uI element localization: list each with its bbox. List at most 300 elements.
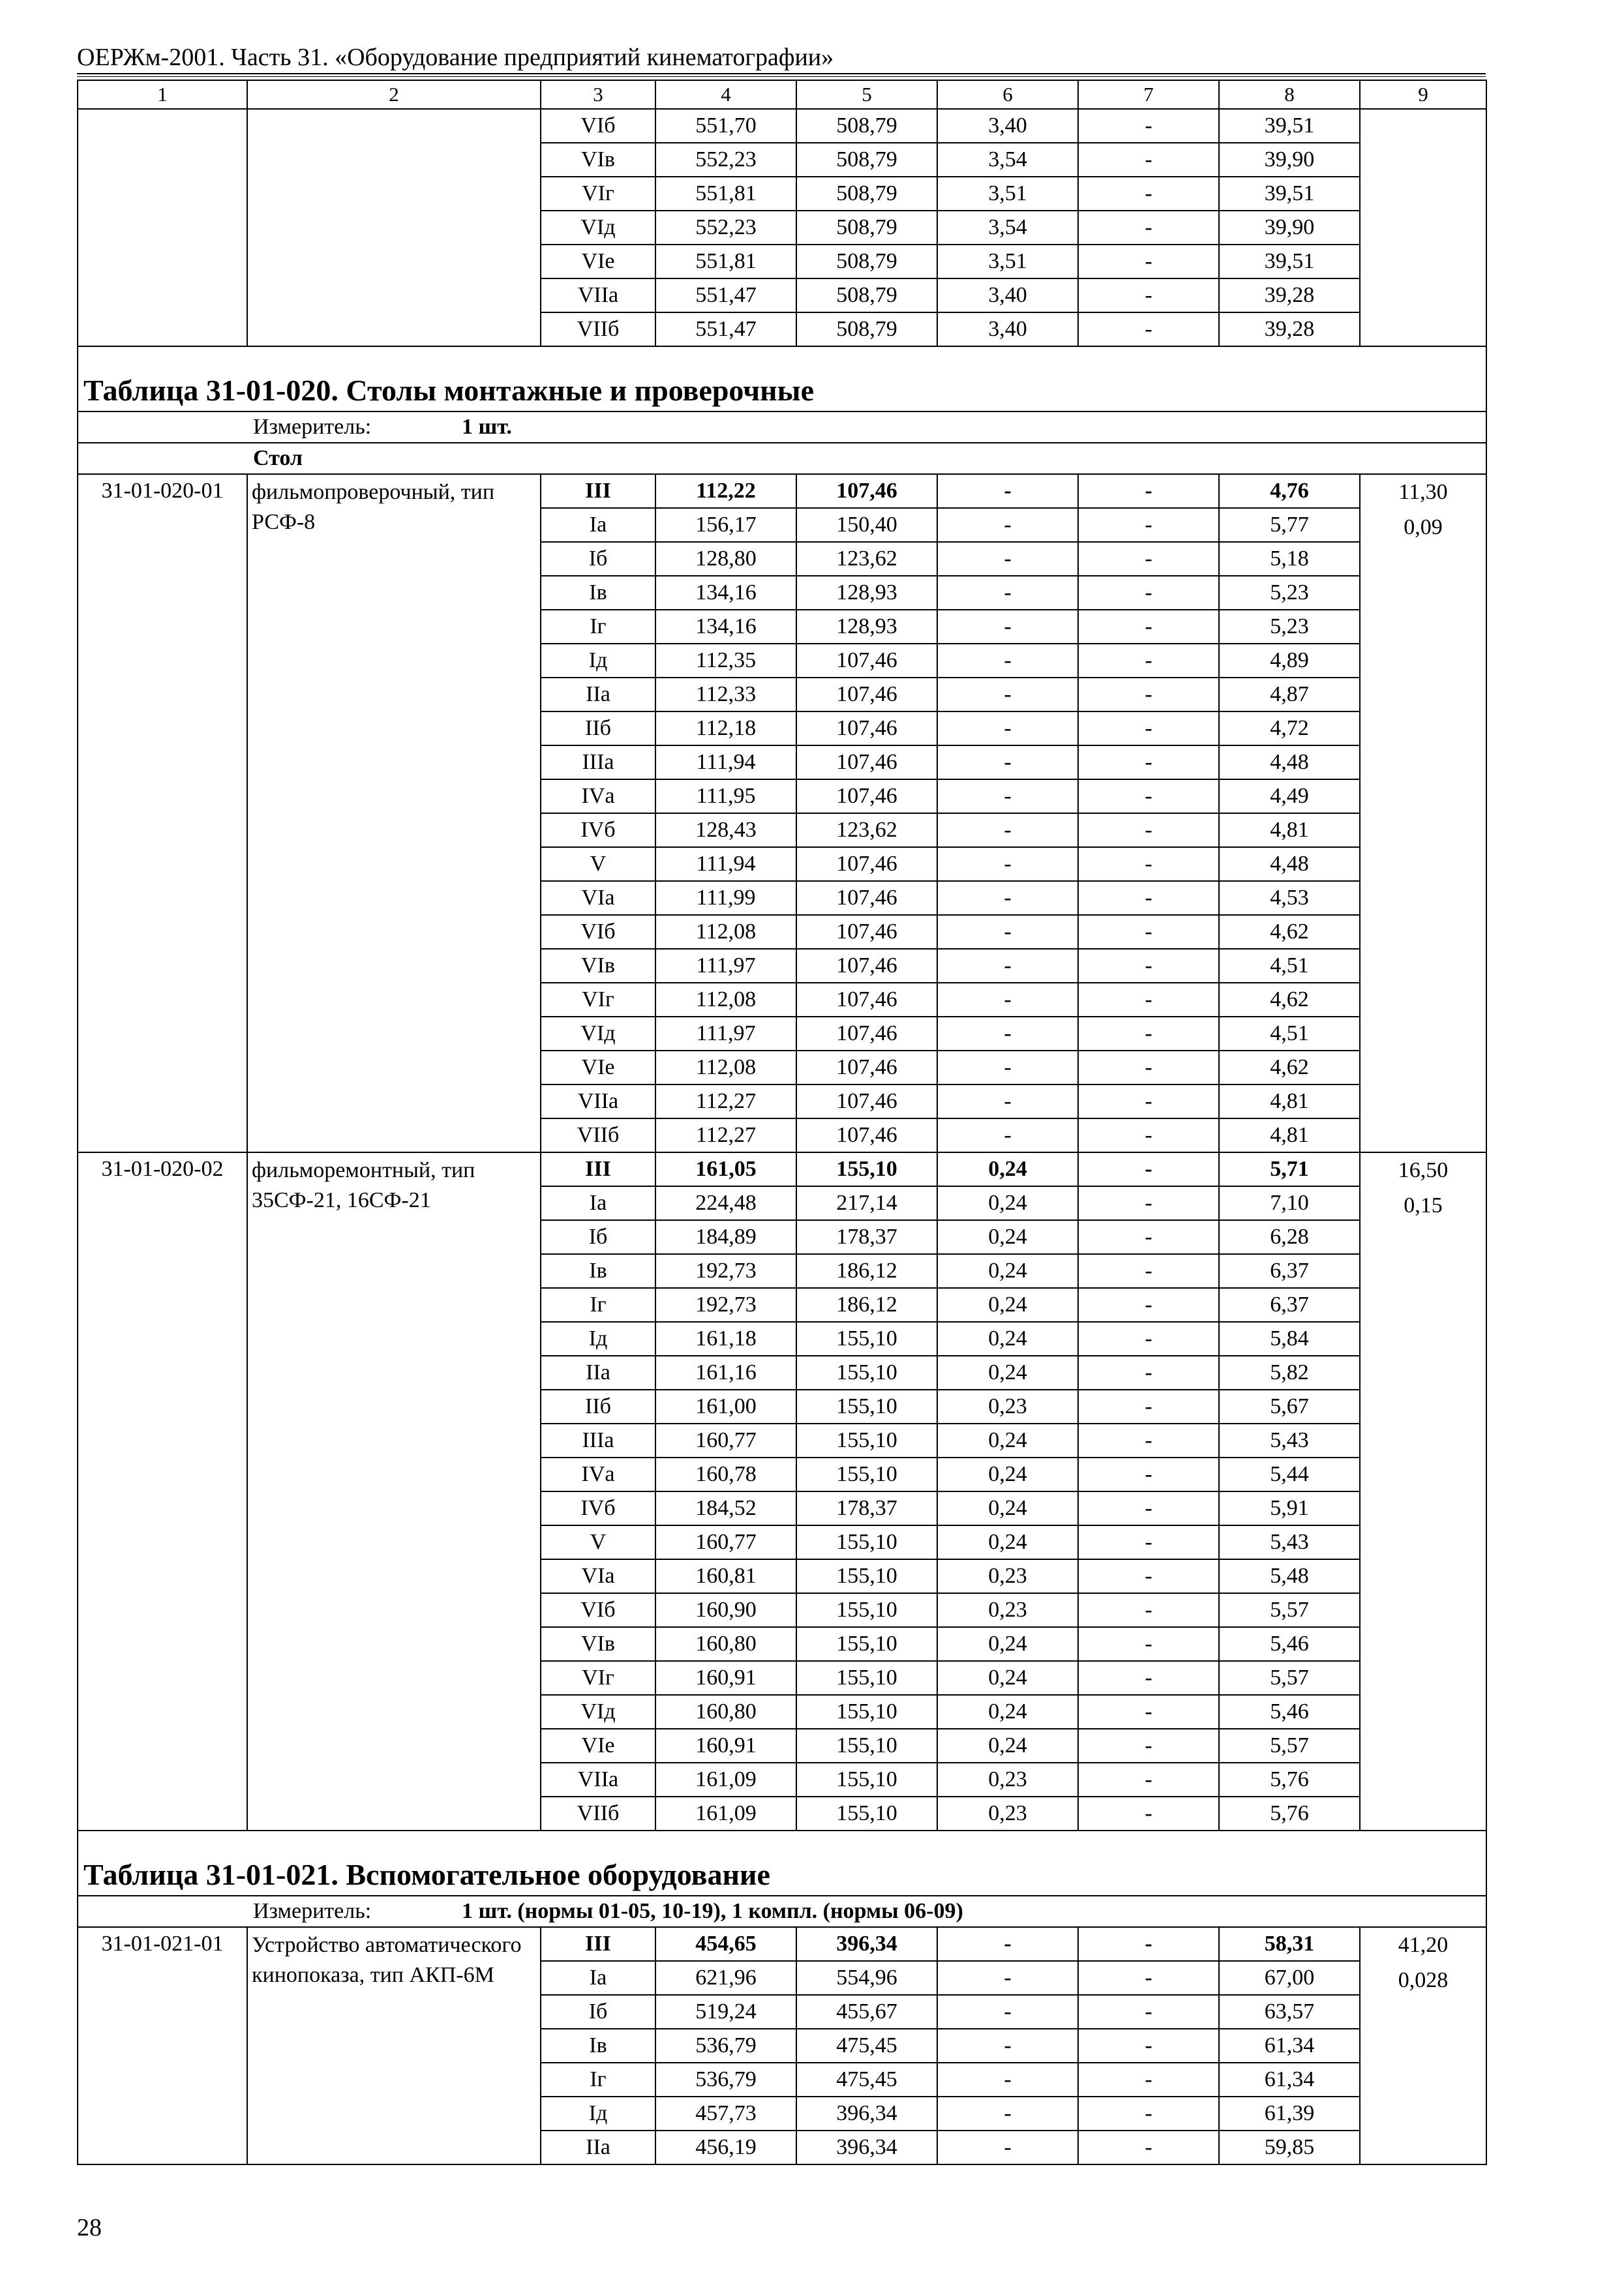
value-cell: 0,24: [937, 1491, 1078, 1525]
value-cell: 3,51: [937, 177, 1078, 211]
value-cell: 160,81: [655, 1559, 796, 1593]
value-cell: 59,85: [1219, 2131, 1360, 2164]
col9-cell: [1360, 109, 1486, 346]
value-cell: VIг: [541, 983, 655, 1017]
value-cell: 4,53: [1219, 881, 1360, 915]
value-cell: IIа: [541, 1356, 655, 1390]
value-cell: 508,79: [796, 312, 937, 346]
value-cell: 61,34: [1219, 2063, 1360, 2097]
value-cell: 123,62: [796, 542, 937, 576]
value-cell: 128,93: [796, 576, 937, 610]
value-cell: 0,24: [937, 1525, 1078, 1559]
value-cell: 161,09: [655, 1797, 796, 1831]
value-cell: -: [1078, 1995, 1219, 2029]
value-cell: Iб: [541, 1220, 655, 1254]
value-cell: -: [937, 644, 1078, 678]
value-cell: -: [937, 1995, 1078, 2029]
value-cell: 107,46: [796, 847, 937, 881]
value-cell: 111,95: [655, 779, 796, 813]
value-cell: 134,16: [655, 610, 796, 644]
value-cell: IIIа: [541, 1424, 655, 1458]
value-cell: III: [541, 1927, 655, 1961]
value-cell: 508,79: [796, 109, 937, 143]
value-cell: 4,81: [1219, 1118, 1360, 1152]
value-cell: 4,51: [1219, 1017, 1360, 1051]
value-cell: -: [1078, 1288, 1219, 1322]
value-cell: -: [1078, 508, 1219, 542]
value-cell: Iг: [541, 1288, 655, 1322]
col9-value: 0,09: [1404, 515, 1443, 539]
value-cell: -: [937, 881, 1078, 915]
value-cell: -: [1078, 2029, 1219, 2063]
col9-value: 41,20: [1398, 1933, 1449, 1957]
value-cell: 160,91: [655, 1661, 796, 1695]
value-cell: 155,10: [796, 1390, 937, 1424]
value-cell: 4,72: [1219, 711, 1360, 745]
value-cell: Iа: [541, 508, 655, 542]
value-cell: 107,46: [796, 711, 937, 745]
value-cell: 155,10: [796, 1797, 937, 1831]
value-cell: 160,80: [655, 1627, 796, 1661]
value-cell: 63,57: [1219, 1995, 1360, 2029]
value-cell: 160,77: [655, 1525, 796, 1559]
value-cell: 128,80: [655, 542, 796, 576]
value-cell: -: [1078, 542, 1219, 576]
value-cell: 111,94: [655, 745, 796, 779]
value-cell: -: [1078, 1152, 1219, 1186]
value-cell: Iг: [541, 610, 655, 644]
column-number: 6: [937, 80, 1078, 109]
value-cell: 155,10: [796, 1152, 937, 1186]
value-cell: 0,23: [937, 1763, 1078, 1797]
value-cell: 4,51: [1219, 949, 1360, 983]
value-cell: 6,37: [1219, 1254, 1360, 1288]
value-cell: -: [1078, 245, 1219, 278]
value-cell: 160,77: [655, 1424, 796, 1458]
value-cell: 454,65: [655, 1927, 796, 1961]
value-cell: III: [541, 1152, 655, 1186]
value-cell: 107,46: [796, 745, 937, 779]
value-cell: -: [1078, 644, 1219, 678]
column-number: 3: [541, 80, 655, 109]
value-cell: 0,24: [937, 1254, 1078, 1288]
value-cell: -: [937, 1085, 1078, 1118]
value-cell: 455,67: [796, 1995, 937, 2029]
col9-value: 16,50: [1398, 1158, 1449, 1182]
value-cell: -: [1078, 2097, 1219, 2131]
value-cell: 5,46: [1219, 1627, 1360, 1661]
value-cell: 112,08: [655, 983, 796, 1017]
value-cell: VIIа: [541, 1763, 655, 1797]
value-cell: 107,46: [796, 1085, 937, 1118]
value-cell: VIб: [541, 915, 655, 949]
value-cell: 0,24: [937, 1661, 1078, 1695]
value-cell: 155,10: [796, 1559, 937, 1593]
value-cell: 508,79: [796, 245, 937, 278]
value-cell: 107,46: [796, 678, 937, 711]
value-cell: 5,67: [1219, 1390, 1360, 1424]
value-cell: -: [937, 711, 1078, 745]
value-cell: -: [1078, 881, 1219, 915]
value-cell: 161,16: [655, 1356, 796, 1390]
value-cell: 3,54: [937, 143, 1078, 177]
value-cell: 160,90: [655, 1593, 796, 1627]
value-cell: 111,97: [655, 949, 796, 983]
column-number: 8: [1219, 80, 1360, 109]
value-cell: Iд: [541, 1322, 655, 1356]
value-cell: 39,90: [1219, 143, 1360, 177]
name-cell: [247, 109, 541, 346]
value-cell: VIб: [541, 1593, 655, 1627]
unit-value: 1 шт. (нормы 01-05, 10-19), 1 компл. (нормы 06-09): [462, 1899, 963, 1923]
value-cell: 39,51: [1219, 245, 1360, 278]
value-cell: 551,70: [655, 109, 796, 143]
value-cell: 5,71: [1219, 1152, 1360, 1186]
value-cell: -: [1078, 847, 1219, 881]
value-cell: 0,24: [937, 1458, 1078, 1491]
value-cell: IIа: [541, 2131, 655, 2164]
value-cell: 3,40: [937, 109, 1078, 143]
value-cell: -: [937, 678, 1078, 711]
value-cell: -: [1078, 1390, 1219, 1424]
value-cell: VIд: [541, 1695, 655, 1729]
col9-cell: [1360, 1152, 1486, 1831]
value-cell: -: [937, 1927, 1078, 1961]
value-cell: 107,46: [796, 779, 937, 813]
value-cell: -: [1078, 2063, 1219, 2097]
value-cell: 61,34: [1219, 2029, 1360, 2063]
column-number-row: [78, 80, 1486, 109]
value-cell: 112,33: [655, 678, 796, 711]
value-cell: -: [1078, 983, 1219, 1017]
value-cell: 5,48: [1219, 1559, 1360, 1593]
value-cell: 155,10: [796, 1458, 937, 1491]
value-cell: -: [1078, 1559, 1219, 1593]
value-cell: -: [1078, 576, 1219, 610]
value-cell: 3,40: [937, 312, 1078, 346]
value-cell: -: [937, 2063, 1078, 2097]
value-cell: VIг: [541, 1661, 655, 1695]
value-cell: -: [937, 915, 1078, 949]
value-cell: VIе: [541, 1051, 655, 1085]
value-cell: 5,23: [1219, 610, 1360, 644]
value-cell: 0,24: [937, 1627, 1078, 1661]
value-cell: 107,46: [796, 1118, 937, 1152]
value-cell: 155,10: [796, 1322, 937, 1356]
value-cell: -: [1078, 1729, 1219, 1763]
value-cell: VIд: [541, 1017, 655, 1051]
value-cell: -: [1078, 779, 1219, 813]
code-cell: 31-01-020-01: [78, 474, 247, 1152]
value-cell: 107,46: [796, 644, 937, 678]
name-cell: Устройство автоматического кинопоказа, тип АКП-6М: [247, 1927, 541, 2164]
value-cell: -: [937, 2131, 1078, 2164]
value-cell: -: [1078, 1627, 1219, 1661]
value-cell: 0,24: [937, 1186, 1078, 1220]
section-cell: [78, 443, 1486, 474]
value-cell: 111,94: [655, 847, 796, 881]
table-row-main: [78, 1152, 1486, 1186]
value-cell: -: [1078, 813, 1219, 847]
value-cell: -: [937, 508, 1078, 542]
value-cell: 39,28: [1219, 278, 1360, 312]
value-cell: 160,80: [655, 1695, 796, 1729]
value-cell: -: [1078, 109, 1219, 143]
value-cell: -: [937, 779, 1078, 813]
value-cell: -: [937, 745, 1078, 779]
value-cell: 4,81: [1219, 1085, 1360, 1118]
value-cell: 552,23: [655, 211, 796, 245]
value-cell: 4,49: [1219, 779, 1360, 813]
table-row: [78, 109, 1486, 143]
unit-value: 1 шт.: [462, 415, 512, 439]
value-cell: 178,37: [796, 1491, 937, 1525]
value-cell: VIв: [541, 143, 655, 177]
norms-table: [77, 80, 1487, 2165]
value-cell: -: [1078, 177, 1219, 211]
value-cell: -: [1078, 278, 1219, 312]
value-cell: -: [1078, 211, 1219, 245]
value-cell: -: [1078, 1118, 1219, 1152]
value-cell: 123,62: [796, 813, 937, 847]
unit-cell: [78, 411, 1486, 443]
value-cell: 5,57: [1219, 1729, 1360, 1763]
value-cell: 4,76: [1219, 474, 1360, 508]
value-cell: VIа: [541, 1559, 655, 1593]
unit-row: [78, 1896, 1486, 1927]
value-cell: 161,18: [655, 1322, 796, 1356]
unit-row: [78, 411, 1486, 443]
value-cell: VIа: [541, 881, 655, 915]
value-cell: 160,78: [655, 1458, 796, 1491]
value-cell: -: [937, 610, 1078, 644]
column-number: 1: [78, 80, 247, 109]
value-cell: 4,62: [1219, 983, 1360, 1017]
value-cell: 155,10: [796, 1424, 937, 1458]
column-number: 4: [655, 80, 796, 109]
value-cell: -: [1078, 2131, 1219, 2164]
value-cell: VIIа: [541, 278, 655, 312]
value-cell: V: [541, 847, 655, 881]
value-cell: -: [937, 2097, 1078, 2131]
value-cell: VIе: [541, 1729, 655, 1763]
value-cell: 0,24: [937, 1424, 1078, 1458]
value-cell: 107,46: [796, 474, 937, 508]
value-cell: 107,46: [796, 949, 937, 983]
value-cell: 112,22: [655, 474, 796, 508]
column-number: 9: [1360, 80, 1486, 109]
value-cell: 7,10: [1219, 1186, 1360, 1220]
value-cell: 5,76: [1219, 1763, 1360, 1797]
value-cell: 5,18: [1219, 542, 1360, 576]
value-cell: VIIа: [541, 1085, 655, 1118]
value-cell: 186,12: [796, 1254, 937, 1288]
value-cell: -: [937, 474, 1078, 508]
value-cell: 112,35: [655, 644, 796, 678]
name-cell: фильмопроверочный, тип РСФ-8: [247, 474, 541, 1152]
value-cell: -: [937, 1961, 1078, 1995]
value-cell: Iд: [541, 644, 655, 678]
value-cell: 551,81: [655, 245, 796, 278]
value-cell: -: [937, 2029, 1078, 2063]
value-cell: 112,27: [655, 1118, 796, 1152]
value-cell: Iв: [541, 1254, 655, 1288]
value-cell: 112,08: [655, 915, 796, 949]
table-title-row: [78, 1831, 1486, 1896]
value-cell: 5,84: [1219, 1322, 1360, 1356]
value-cell: 551,47: [655, 312, 796, 346]
value-cell: 0,24: [937, 1322, 1078, 1356]
value-cell: 39,51: [1219, 109, 1360, 143]
value-cell: 536,79: [655, 2029, 796, 2063]
value-cell: 184,52: [655, 1491, 796, 1525]
value-cell: 621,96: [655, 1961, 796, 1995]
value-cell: VIв: [541, 949, 655, 983]
value-cell: 155,10: [796, 1356, 937, 1390]
section-label: Стол: [253, 446, 303, 470]
value-cell: 396,34: [796, 1927, 937, 1961]
value-cell: 111,99: [655, 881, 796, 915]
value-cell: -: [1078, 1797, 1219, 1831]
value-cell: 0,24: [937, 1220, 1078, 1254]
value-cell: -: [1078, 474, 1219, 508]
value-cell: -: [1078, 1051, 1219, 1085]
value-cell: -: [1078, 1220, 1219, 1254]
value-cell: 508,79: [796, 177, 937, 211]
value-cell: -: [1078, 1254, 1219, 1288]
unit-label: Измеритель:: [253, 1899, 372, 1923]
value-cell: 508,79: [796, 278, 937, 312]
value-cell: -: [1078, 1186, 1219, 1220]
col9-value: 0,15: [1404, 1193, 1443, 1218]
value-cell: -: [1078, 1593, 1219, 1627]
value-cell: 3,40: [937, 278, 1078, 312]
value-cell: -: [937, 1017, 1078, 1051]
col9-value: 0,028: [1398, 1968, 1449, 1992]
value-cell: IIIа: [541, 745, 655, 779]
value-cell: Iб: [541, 1995, 655, 2029]
value-cell: 3,51: [937, 245, 1078, 278]
value-cell: 155,10: [796, 1729, 937, 1763]
value-cell: VIд: [541, 211, 655, 245]
value-cell: 551,81: [655, 177, 796, 211]
value-cell: -: [1078, 1927, 1219, 1961]
unit-cell: [78, 1896, 1486, 1927]
value-cell: 107,46: [796, 1051, 937, 1085]
value-cell: 0,24: [937, 1288, 1078, 1322]
value-cell: 5,57: [1219, 1593, 1360, 1627]
value-cell: 4,48: [1219, 745, 1360, 779]
value-cell: IIа: [541, 678, 655, 711]
value-cell: 4,48: [1219, 847, 1360, 881]
table-title: Таблица 31-01-021. Вспомогательное оборудование: [78, 1831, 1486, 1896]
value-cell: 508,79: [796, 211, 937, 245]
value-cell: 155,10: [796, 1593, 937, 1627]
value-cell: 6,37: [1219, 1288, 1360, 1322]
table-title: Таблица 31-01-020. Столы монтажные и проверочные: [78, 346, 1486, 411]
value-cell: -: [1078, 1961, 1219, 1995]
page-number: 28: [77, 2214, 102, 2241]
value-cell: -: [937, 1118, 1078, 1152]
value-cell: VIг: [541, 177, 655, 211]
value-cell: Iг: [541, 2063, 655, 2097]
table-row-main: [78, 474, 1486, 508]
column-number: 2: [247, 80, 541, 109]
value-cell: VIе: [541, 245, 655, 278]
code-cell: 31-01-021-01: [78, 1927, 247, 2164]
value-cell: 0,23: [937, 1559, 1078, 1593]
value-cell: 107,46: [796, 983, 937, 1017]
value-cell: 155,10: [796, 1627, 937, 1661]
value-cell: 551,47: [655, 278, 796, 312]
value-cell: 3,54: [937, 211, 1078, 245]
value-cell: -: [1078, 1525, 1219, 1559]
value-cell: -: [1078, 745, 1219, 779]
value-cell: 4,87: [1219, 678, 1360, 711]
value-cell: 192,73: [655, 1288, 796, 1322]
value-cell: 150,40: [796, 508, 937, 542]
value-cell: Iв: [541, 576, 655, 610]
value-cell: -: [1078, 949, 1219, 983]
value-cell: 107,46: [796, 915, 937, 949]
col9-cell: [1360, 474, 1486, 1152]
value-cell: 0,24: [937, 1695, 1078, 1729]
value-cell: 0,24: [937, 1729, 1078, 1763]
value-cell: 0,23: [937, 1390, 1078, 1424]
value-cell: 508,79: [796, 143, 937, 177]
value-cell: 39,28: [1219, 312, 1360, 346]
value-cell: -: [1078, 711, 1219, 745]
value-cell: 155,10: [796, 1661, 937, 1695]
value-cell: 5,82: [1219, 1356, 1360, 1390]
value-cell: -: [1078, 312, 1219, 346]
value-cell: 161,05: [655, 1152, 796, 1186]
value-cell: 5,46: [1219, 1695, 1360, 1729]
value-cell: 552,23: [655, 143, 796, 177]
value-cell: -: [1078, 143, 1219, 177]
value-cell: -: [1078, 1322, 1219, 1356]
value-cell: IVа: [541, 779, 655, 813]
value-cell: Iв: [541, 2029, 655, 2063]
value-cell: 396,34: [796, 2097, 937, 2131]
value-cell: VIIб: [541, 312, 655, 346]
value-cell: 475,45: [796, 2063, 937, 2097]
value-cell: 107,46: [796, 1017, 937, 1051]
code-cell: [78, 109, 247, 346]
value-cell: Iд: [541, 2097, 655, 2131]
value-cell: 0,24: [937, 1152, 1078, 1186]
value-cell: III: [541, 474, 655, 508]
value-cell: 107,46: [796, 881, 937, 915]
value-cell: 0,24: [937, 1356, 1078, 1390]
value-cell: 5,23: [1219, 576, 1360, 610]
value-cell: 4,62: [1219, 915, 1360, 949]
header-rule-thin: [77, 76, 1486, 77]
unit-wrapper: [78, 1898, 963, 1925]
value-cell: 134,16: [655, 576, 796, 610]
value-cell: Iа: [541, 1961, 655, 1995]
value-cell: 155,10: [796, 1763, 937, 1797]
section-row: [78, 443, 1486, 474]
value-cell: 519,24: [655, 1995, 796, 2029]
value-cell: 396,34: [796, 2131, 937, 2164]
page-header: ОЕРЖм-2001. Часть 31. «Оборудование предприятий кинематографии»: [77, 44, 834, 71]
value-cell: IVб: [541, 1491, 655, 1525]
value-cell: -: [937, 949, 1078, 983]
value-cell: VIIб: [541, 1797, 655, 1831]
value-cell: 161,00: [655, 1390, 796, 1424]
unit-wrapper: [78, 413, 512, 441]
